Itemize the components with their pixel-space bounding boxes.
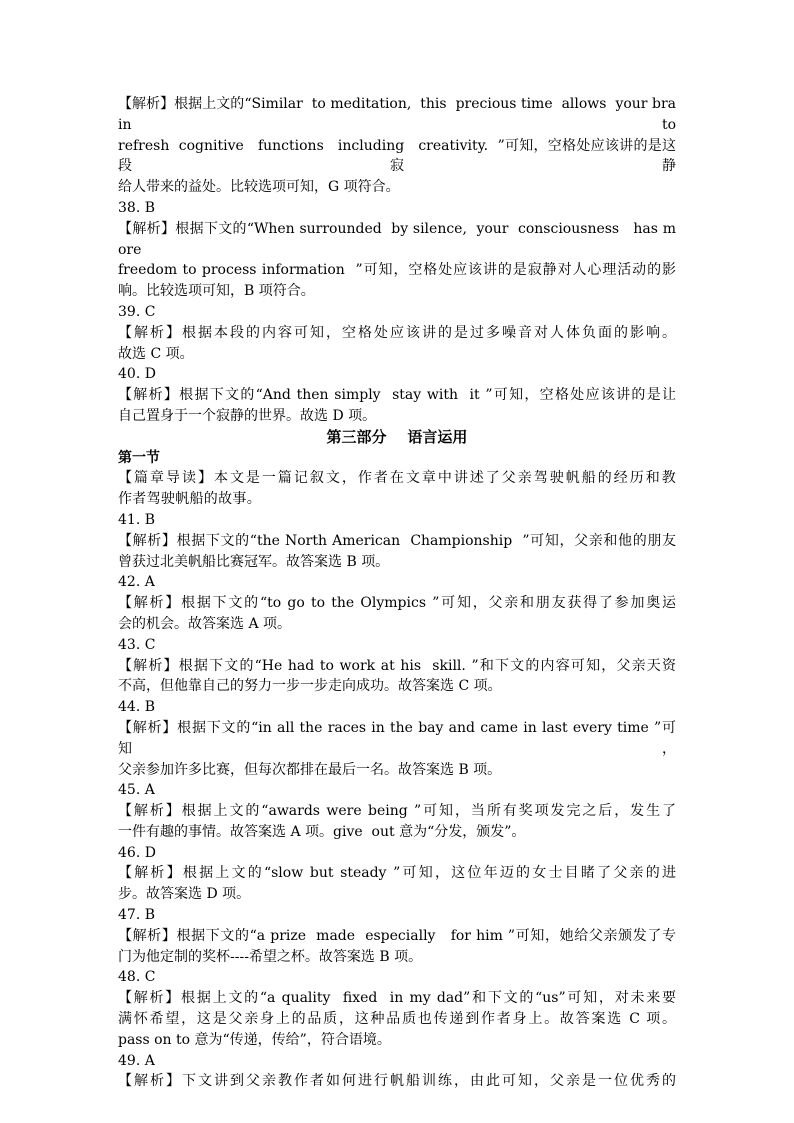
text-line: 【解析】根据下文的“to go to the Olympics ”可知，父亲和朋友获得了参加奥运	[118, 595, 676, 612]
text-line: 【解析】根据下文的“He had to work at his skill. ”和下文的内容可知，父亲天资	[118, 657, 676, 674]
text-line: 45. A	[118, 782, 155, 799]
text-line: 父亲参加许多比赛，但每次都排在最后一名。故答案选 B 项。	[118, 761, 502, 778]
text-line: 【解析】根据下文的“in all the races in the bay and came in last every time ”可知，	[118, 719, 676, 757]
text-line: 【解析】根据上文的“Similar to meditation, this precious time allows your brain to	[118, 96, 676, 133]
text-line: 48. C	[118, 969, 156, 986]
text-line: refresh cognitive functions including creativity. ”可知，空格处应该讲的是这段寂静	[118, 137, 676, 175]
text-line: 【解析】根据上文的“slow but steady ”可知，这位年迈的女士目睹了父亲的进	[118, 865, 676, 882]
text-line: 响。比较选项可知，B 项符合。	[118, 283, 315, 300]
text-line: 【解析】根据本段的内容可知，空格处应该讲的是过多噪音对人体负面的影响。	[118, 324, 676, 341]
text-line: 【解析】下文讲到父亲教作者如何进行帆船训练，由此可知，父亲是一位优秀的	[118, 1073, 676, 1090]
text-line: 门为他定制的奖杯----希望之杯。故答案选 B 项。	[118, 948, 423, 965]
text-line: 曾获过北美帆船比赛冠军。故答案选 B 项。	[118, 553, 390, 570]
text-line: 不高，但他靠自己的努力一步一步走向成功。故答案选 C 项。	[118, 678, 502, 695]
text-line: 43. C	[118, 636, 156, 653]
text-line: 38. B	[118, 199, 156, 216]
text-line: 满怀希望，这是父亲身上的品质，这种品质也传递到作者身上。故答案选 C 项。	[118, 1011, 676, 1028]
text-line: 会的机会。故答案选 A 项。	[118, 615, 292, 632]
text-line: 一件有趣的事情。故答案选 A 项。give out 意为“分发，颁发”。	[118, 823, 526, 840]
text-line: 【篇章导读】本文是一篇记叙文，作者在文章中讲述了父亲驾驶帆船的经历和教	[118, 470, 676, 487]
text-line: 【解析】根据上文的“a quality fixed in my dad”和下文的“us”可知，对未来要	[118, 990, 676, 1007]
text-line: 【解析】根据下文的“a prize made especially for him ”可知，她给父亲颁发了专	[118, 927, 676, 944]
text-line: 自己置身于一个寂静的世界。故选 D 项。	[118, 407, 377, 424]
text-line: 步。故答案选 D 项。	[118, 886, 251, 903]
text-line: 47. B	[118, 907, 156, 924]
text-line: 40. D	[118, 366, 156, 383]
text-line: 给人带来的益处。比较选项可知，G 项符合。	[118, 179, 400, 196]
text-line: 【解析】根据上文的“awards were being ”可知，当所有奖项发完之后，发生了	[118, 803, 676, 820]
text-line: 46. D	[118, 844, 156, 861]
text-line: 41. B	[118, 511, 156, 528]
text-line: freedom to process information ”可知，空格处应该讲的是寂静对人心理活动的影	[118, 262, 676, 279]
text-line: 39. C	[118, 303, 156, 320]
text-line: pass on to 意为“传递，传给”，符合语境。	[118, 1031, 391, 1048]
text-line: 44. B	[118, 699, 156, 716]
section-heading: 第三部分 语言运用	[326, 427, 468, 446]
text-line: 49. A	[118, 1052, 155, 1069]
text-line: 42. A	[118, 574, 155, 591]
text-line: 【解析】根据下文的“And then simply stay with it ”可知，空格处应该讲的是让	[118, 387, 676, 404]
text-line: 【解析】根据下文的“When surrounded by silence, your consciousness has more	[118, 220, 676, 258]
text-line: 作者驾驶帆船的故事。	[118, 491, 261, 508]
text-line: 【解析】根据下文的“the North American Championship ”可知，父亲和他的朋友	[118, 532, 676, 549]
text-line: 故选 C 项。	[118, 345, 194, 362]
subsection-heading: 第一节	[118, 449, 160, 466]
